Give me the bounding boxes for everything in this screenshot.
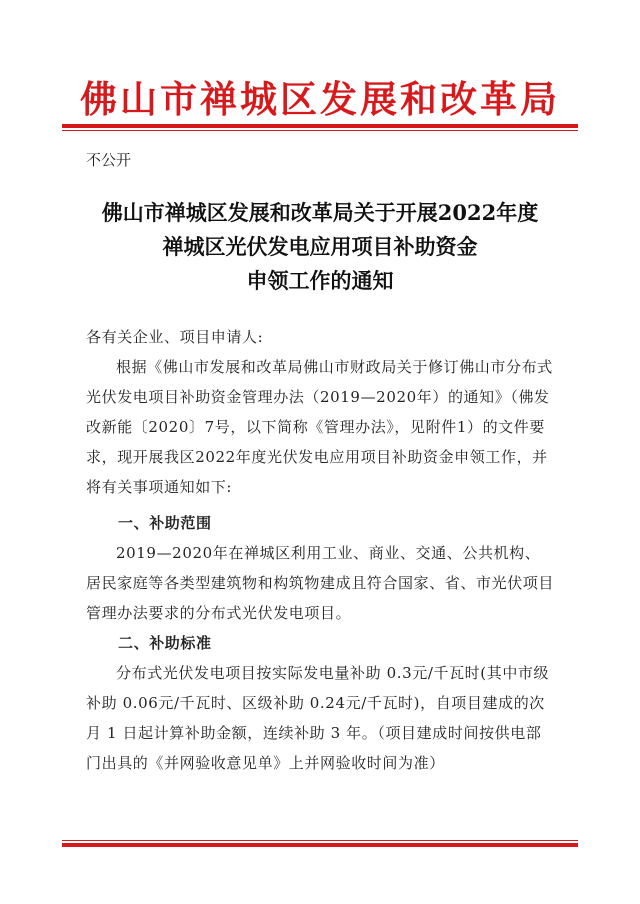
- letterhead-rule-thick: [62, 124, 578, 128]
- document-title-line-2: 禅城区光伏发电应用项目补助资金: [162, 234, 478, 259]
- salutation: 各有关企业、项目申请人:: [86, 328, 264, 346]
- letterhead-title: 佛山市禅城区发展和改革局: [80, 78, 560, 121]
- letterhead-rule-thin: [62, 130, 578, 131]
- standard-paragraph: 分布式光伏发电项目按实际发电量补助 0.3元/千瓦时(其中市级补助 0.06元/千瓦时、区级补助 0.24元/千瓦时)，自项目建成的次月 1 日起计算补助金额，连续补助 3 年。（项目建成时间按供电部门出具的《并网验收意见单》上并网验收时间为准）: [86, 664, 550, 772]
- footer-rule-thick: [62, 843, 578, 847]
- section-heading-standard: 二、补助标准: [118, 634, 212, 652]
- intro-paragraph: 根据《佛山市发展和改革局佛山市财政局关于修订佛山市分布式光伏发电项目补助资金管理办法（2019—2020年）的通知》（佛发改新能〔2020〕7号，以下简称《管理办法》，见附件1）的文件要求，现开展我区2022年度光伏发电应用项目补助资金申领工作，并将有关事项通知如下:: [86, 358, 553, 496]
- classification-label: 不公开: [86, 151, 132, 169]
- footer-rule-thin: [62, 840, 578, 841]
- document-title-line-1: 佛山市禅城区发展和改革局关于开展2022年度: [101, 200, 539, 225]
- document-title-line-3: 申领工作的通知: [246, 268, 394, 293]
- scope-paragraph: 2019—2020年在禅城区利用工业、商业、交通、公共机构、居民家庭等各类型建筑物和构筑物建成且符合国家、省、市光伏项目管理办法要求的分布式光伏发电项目。: [86, 544, 555, 622]
- document-title: [0, 196, 640, 298]
- section-heading-scope: 一、补助范围: [118, 514, 212, 532]
